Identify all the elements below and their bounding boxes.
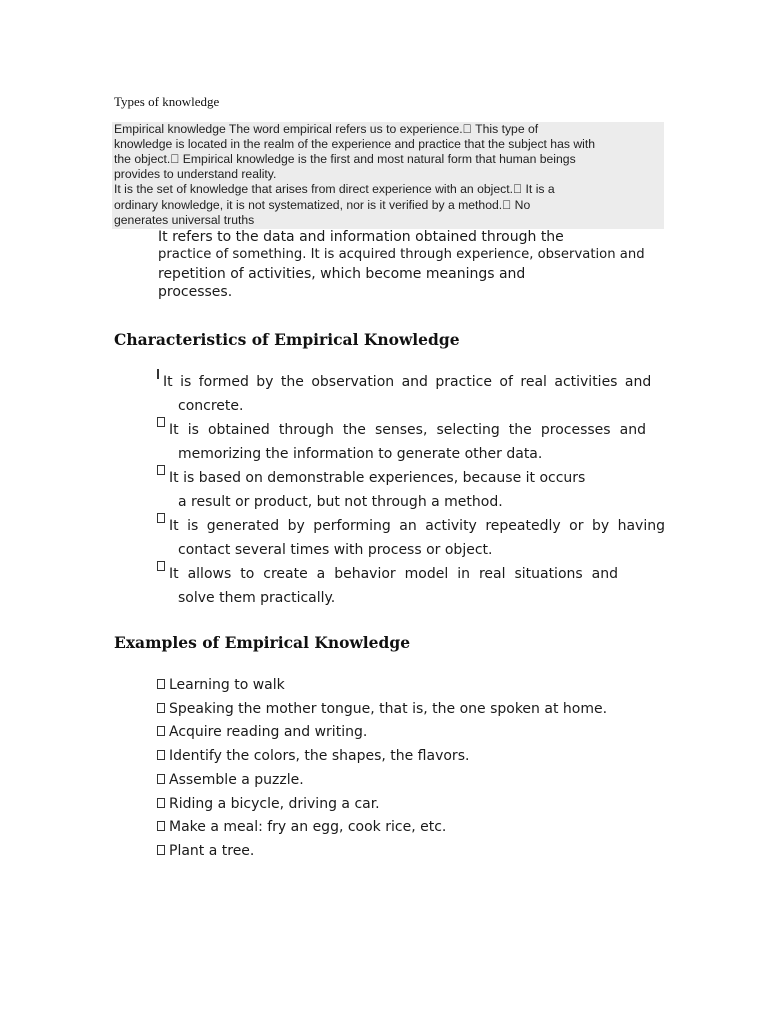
item-text: It is formed by the observation and practice of real activities and: [163, 374, 652, 390]
document-title: Types of knowledge: [114, 94, 220, 109]
bullet-icon: [157, 821, 165, 831]
list-item: [157, 816, 665, 840]
list-item: [157, 721, 665, 745]
intro-paragraph: [158, 228, 658, 301]
item-text: Acquire reading and writing.: [169, 724, 368, 741]
list-item: [157, 769, 665, 793]
characteristics-heading: Characteristics of Empirical Knowledge: [114, 330, 460, 349]
bullet-icon: [157, 845, 165, 855]
list-item: [157, 466, 665, 514]
intro-line: repetition of activities, which become meanings and: [158, 265, 526, 282]
list-item: [157, 418, 665, 466]
examples-list: [157, 674, 665, 864]
item-text: It is generated by performing an activity repeatedly or by having: [169, 518, 665, 534]
list-item: [157, 674, 665, 698]
list-item: [157, 698, 665, 722]
list-item: [157, 840, 665, 864]
bullet-icon: [157, 726, 165, 736]
item-text: Assemble a puzzle.: [169, 771, 304, 788]
item-continuation: contact several times with process or object.: [178, 542, 493, 558]
item-continuation: concrete.: [178, 398, 244, 414]
item-text: It allows to create a behavior model in real situations and: [169, 566, 618, 582]
item-continuation: a result or product, but not through a method.: [178, 494, 503, 510]
item-text: It is based on demonstrable experiences, because it occurs: [169, 470, 586, 486]
item-text: Learning to walk: [169, 677, 285, 693]
highlight-line: knowledge is located in the realm of the experience and practice that the subject has with: [114, 137, 596, 151]
highlight-line: generates universal truths: [114, 213, 255, 227]
highlight-line: Empirical knowledge The word empirical refers us to experience. This type of: [114, 122, 529, 136]
bullet-icon: [157, 561, 165, 571]
bullet-icon: [157, 798, 165, 808]
highlight-line: It is the set of knowledge that arises from direct experience with an object. It is a: [114, 182, 546, 196]
bullet-icon: [157, 774, 165, 784]
item-text: Plant a tree.: [169, 842, 255, 859]
list-item: [157, 562, 665, 610]
bullet-icon: [157, 750, 165, 760]
bullet-icon: [157, 465, 165, 475]
intro-line: It refers to the data and information obtained through the: [158, 229, 564, 245]
item-text: Identify the colors, the shapes, the flavors.: [169, 748, 470, 765]
item-text: Speaking the mother tongue, that is, the one spoken at home.: [169, 700, 608, 717]
intro-line: processes.: [158, 283, 233, 300]
highlight-line: provides to understand reality.: [114, 167, 277, 181]
highlight-line: ordinary knowledge, it is not systematized, nor is it verified by a method. No: [114, 198, 522, 212]
item-text: Riding a bicycle, driving a car.: [169, 795, 380, 812]
bullet-icon: [157, 369, 159, 379]
list-item: [157, 793, 665, 817]
examples-heading: Examples of Empirical Knowledge: [114, 633, 411, 652]
highlight-line: the object. Empirical knowledge is the first and most natural form that human beings: [114, 152, 567, 166]
list-item: [157, 370, 665, 418]
intro-line: practice of something. It is acquired through experience, observation and: [158, 247, 645, 263]
bullet-icon: [157, 513, 165, 523]
item-continuation: solve them practically.: [178, 590, 336, 606]
list-item: [157, 514, 665, 562]
item-continuation: memorizing the information to generate other data.: [178, 446, 543, 462]
list-item: [157, 745, 665, 769]
item-text: It is obtained through the senses, selecting the processes and: [169, 422, 646, 438]
bullet-icon: [157, 679, 165, 689]
item-text: Make a meal: fry an egg, cook rice, etc.: [169, 819, 447, 836]
bullet-icon: [157, 417, 165, 427]
characteristics-list: [157, 370, 665, 610]
bullet-icon: [157, 703, 165, 713]
